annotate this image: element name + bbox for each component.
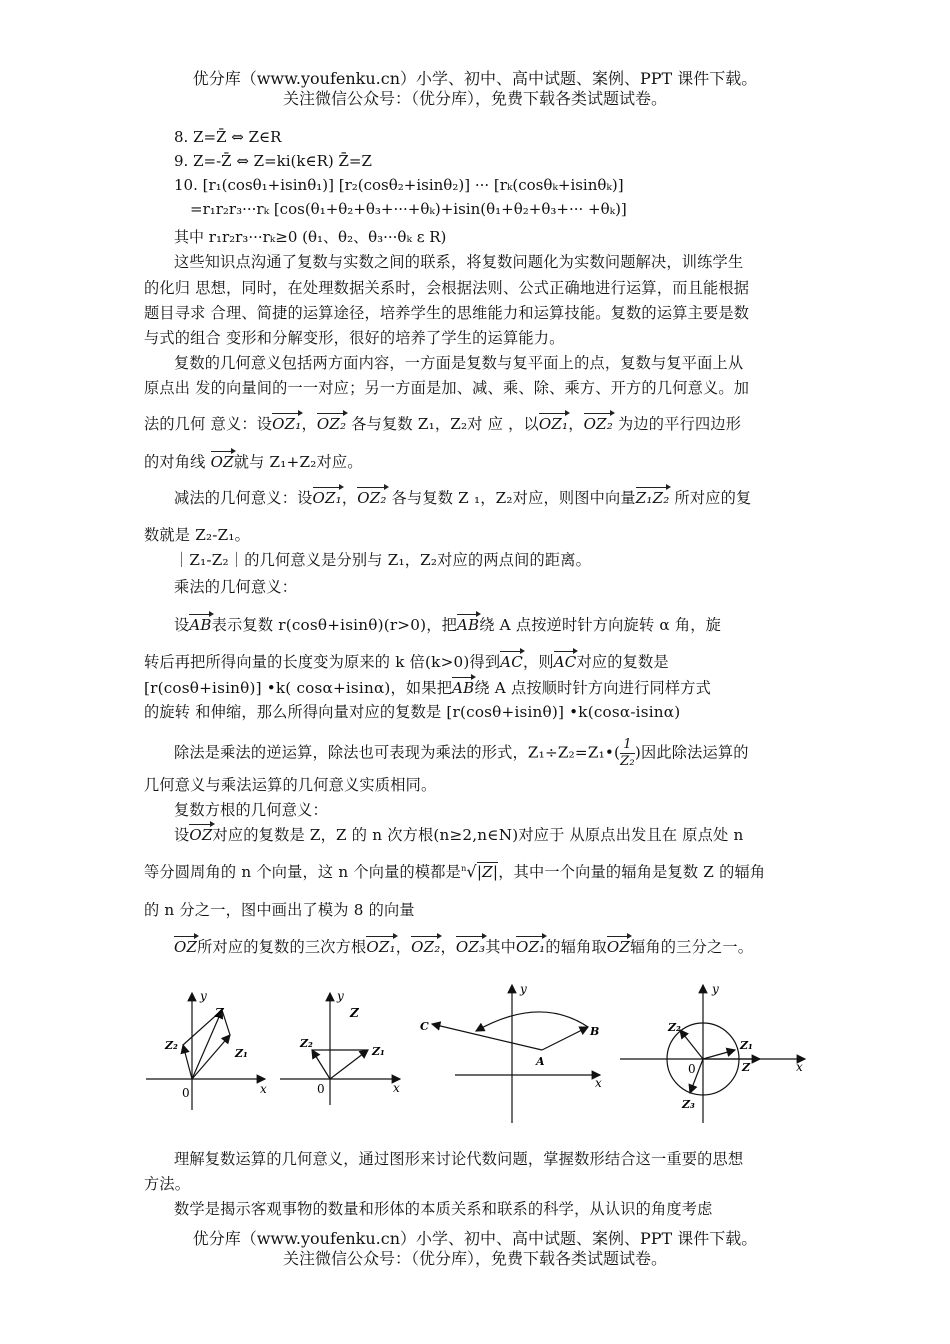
vector-oz1: OZ₁ [366,935,395,956]
formula-10-line-2: =r₁r₂r₃···rₖ [cos(θ₁+θ₂+θ₃+···+θₖ)+isin(θ₁+θ₂+θ₃+··· +θₖ)] [190,200,627,218]
para1-line-1: 这些知识点沟通了复数与实数之间的联系，将复数问题化为实数问题解决，训练学生 [174,253,744,271]
footer-line-1: 优分库（www.youfenku.cn）小学、初中、高中试题、案例、PPT 课件下载。 [192,1229,758,1248]
mul-text-g: [r(cosθ+isinθ)] •k( cosα+isinα)，如果把 [144,679,453,697]
fig4-origin-label: 0 [688,1062,696,1076]
fig2-z-label: Z [350,1006,359,1020]
fig2-z2-label: Z₂ [300,1037,313,1050]
multiplication-line-2 [144,650,669,672]
addition-text-b: 各与复数 Z₁，Z₂对 应 ，以 [351,415,539,433]
multiplication-title: 乘法的几何意义： [174,578,298,596]
fraction [620,737,635,770]
mul-text-c: 绕 A 点按逆时针方向旋转 α 角，旋 [479,616,722,634]
subtraction-text-a: 减法的几何意义：设 [174,489,313,507]
vector-oz1: OZ₁ [516,935,545,956]
mul-text-a: 设 [174,616,190,634]
para2-line-1: 复数的几何意义包括两方面内容，一方面是复数与复平面上的点，复数与复平面上从 [174,354,744,372]
fig1-x-label: x [260,1082,267,1096]
para2-line-2: 原点出 发的向量间的一一对应；另一方面是加、减、乘、除、乘方、开方的几何意义。加 [144,379,750,397]
fig4-z3-label: Z₃ [682,1098,695,1111]
root-text-c: 等分圆周角的 n 个向量，这 n 个向量的模都是 [144,863,462,881]
fraction-numerator: 1 [620,737,635,754]
root-line-2 [144,861,765,882]
root-text-d: ，其中一个向量的辐角是复数 Z 的辐角 [498,863,766,881]
ending-para1-line-2: 方法。 [144,1175,191,1193]
vector-oz: OZ [211,450,234,471]
radical-body: |Z| [476,863,499,881]
addition-line-2 [144,450,363,472]
subtraction-line-3: ｜Z₁-Z₂｜的几何意义是分别与 Z₁，Z₂对应的两点间的距离。 [174,551,592,569]
vector-oz1: OZ₁ [313,486,342,507]
fig4-z-label: Z [742,1061,751,1074]
root-text-f: 所对应的复数的三次方根 [197,938,367,956]
fig1-z1-label: Z₁ [235,1047,248,1060]
root-line-1 [174,823,743,845]
formula-9: 9. Z=-Z̄ ⇔ Z=ki(k∈R) Z̄̄=Z [174,152,372,170]
root-text-i: 其中 [485,938,516,956]
division-line-2: 几何意义与乘法运算的几何意义实质相同。 [144,776,437,794]
fig3-c-label: C [420,1020,429,1033]
fig2-z1-label: Z₁ [372,1045,385,1058]
subtraction-text-c: 所对应的复 [674,489,752,507]
formula-10-line-1: 10. [r₁(cosθ₁+isinθ₁)] [r₂(cosθ₂+isinθ₂)] ··· [rₖ(cosθₖ+isinθₖ)] [174,176,624,194]
root-line-3: 的 n 分之一，图中画出了模为 8 的向量 [144,901,415,919]
figures-strip [140,975,820,1125]
fig2-y-label: y [337,989,344,1003]
addition-text-d: 的对角线 [144,453,206,471]
root-text-b: 对应的复数是 Z，Z 的 n 次方根(n≥2,n∈N)对应于 从原点出发且在 原点处 n [212,826,744,844]
mul-text-f: 对应的复数是 [576,653,669,671]
multiplication-line-3 [144,676,711,698]
vector-oz3: OZ₃ [456,935,485,956]
vector-oz2: OZ₂ [411,935,440,956]
vector-oz: OZ [174,935,197,956]
multiplication-line-4: 的旋转 和伸缩，那么所得向量对应的复数是 [r(cosθ+isinθ)] •k(cosα-isinα) [144,703,681,721]
fraction-denominator: Z₂ [620,754,635,769]
vector-oz2: OZ₂ [357,486,386,507]
fig4-x-label: x [796,1060,803,1074]
division-line-1 [174,737,749,770]
addition-text-a: 法的几何 意义：设 [144,415,273,433]
vector-ab: AB [189,613,211,634]
subtraction-line-1: 减法的几何意义：设OZ₁，OZ₂ 各与复数 Z ₁，Z₂对应，则图中向量Z₁Z₂ 所对应的复 [174,486,751,508]
vector-oz: OZ [189,823,212,844]
ending-para2-line-1: 数学是揭示客观事物的数量和形体的本质关系和联系的科学，从认识的角度考虑 [174,1200,713,1218]
fig4-y-label: y [712,982,719,996]
div-text-a: 除法是乘法的逆运算，除法也可表现为乘法的形式，Z₁÷Z₂=Z₁•( [174,743,621,762]
subtraction-text-b: 各与复数 Z ₁，Z₂对应，则图中向量 [391,489,636,507]
para1-line-4: 与式的组合 变形和分解变形，很好的培养了学生的运算能力。 [144,329,565,347]
fig1-z2-label: Z₂ [165,1039,178,1052]
ending-para1-line-1: 理解复数运算的几何意义，通过图形来讨论代数问题，掌握数形结合这一重要的思想 [174,1150,744,1168]
root-title: 复数方根的几何意义： [174,801,328,819]
vector-oz1: OZ₁ [539,412,568,433]
header-line-1: 优分库（www.youfenku.cn）小学、初中、高中试题、案例、PPT 课件下载。 [192,69,758,88]
vector-z1z2: Z₁Z₂ [636,486,670,507]
vector-ac: AC [554,650,577,671]
vector-oz1: OZ₁ [272,412,301,433]
mul-text-d: 转后再把所得向量的长度变为原来的 k 倍(k>0)得到 [144,653,501,671]
radical-sign: √ [466,862,477,881]
mul-text-b: 表示复数 r(cosθ+isinθ)(r>0)，把 [211,616,457,634]
div-text-b: )因此除法运算的 [634,743,749,762]
fig3-a-label: A [536,1055,545,1068]
addition-text-c: 为边的平行四边形 [618,415,742,433]
fig2-x-label: x [393,1081,400,1095]
figure-roots [620,985,805,1123]
root-text-h: ， [440,938,456,956]
footer-line-2: 关注微信公众号：（优分库），免费下载各类试题试卷。 [282,1249,667,1268]
fig3-x-label: x [595,1076,602,1090]
root-text-g: ， [395,938,412,956]
subtraction-line-2: 数就是 Z₂-Z₁。 [144,526,250,544]
fig2-origin-label: 0 [317,1082,325,1096]
fig1-z-label: Z [215,1006,224,1020]
vector-ab: AB [457,613,479,634]
formula-8: 8. Z=Z̄ ⇔ Z∈R [174,128,282,146]
vector-ab: AB [452,676,474,697]
formula-10-line-3: 其中 r₁r₂r₃···rₖ≥0 (θ₁、θ₂、θ₃···θₖ ε R) [174,228,447,246]
fig3-b-label: B [590,1025,600,1038]
multiplication-line-1 [174,613,721,635]
para1-line-3: 题目寻求 合理、简捷的运算途径，培养学生的思维能力和运算技能。复数的运算主要是数 [144,304,750,322]
root-text-k: 辐角的三分之一。 [630,938,754,956]
vector-ac: AC [500,650,523,671]
fig4-z1-label: Z₁ [740,1039,753,1052]
mul-text-h: 绕 A 点按顺时针方向进行同样方式 [474,679,712,697]
figure-multiplication [432,985,600,1123]
mul-text-e: ，则 [522,653,554,671]
vector-oz: OZ [607,935,630,956]
root-text-a: 设 [174,826,190,844]
fig4-z2-label: Z₂ [668,1021,681,1034]
para1-line-2: 的化归 思想，同时，在处理数据关系时，会根据法则、公式正确地进行运算，而且能根据 [144,279,750,297]
addition-text-e: 就与 Z₁+Z₂对应。 [233,453,363,471]
header-line-2: 关注微信公众号：（优分库），免费下载各类试题试卷。 [282,89,667,108]
addition-line-1: 法的几何 意义：设OZ₁，OZ₂ 各与复数 Z₁，Z₂对 应 ，以OZ₁，OZ₂ 为边的平行四边形 [144,412,741,434]
radical-index: n [461,863,467,873]
fig3-y-label: y [520,982,527,996]
vector-oz2: OZ₂ [317,412,346,433]
fig1-origin-label: 0 [182,1086,190,1100]
fig1-y-label: y [200,989,207,1003]
vector-oz2: OZ₂ [584,412,613,433]
root-line-4 [174,935,753,957]
root-text-j: 的辐角取 [545,938,607,956]
